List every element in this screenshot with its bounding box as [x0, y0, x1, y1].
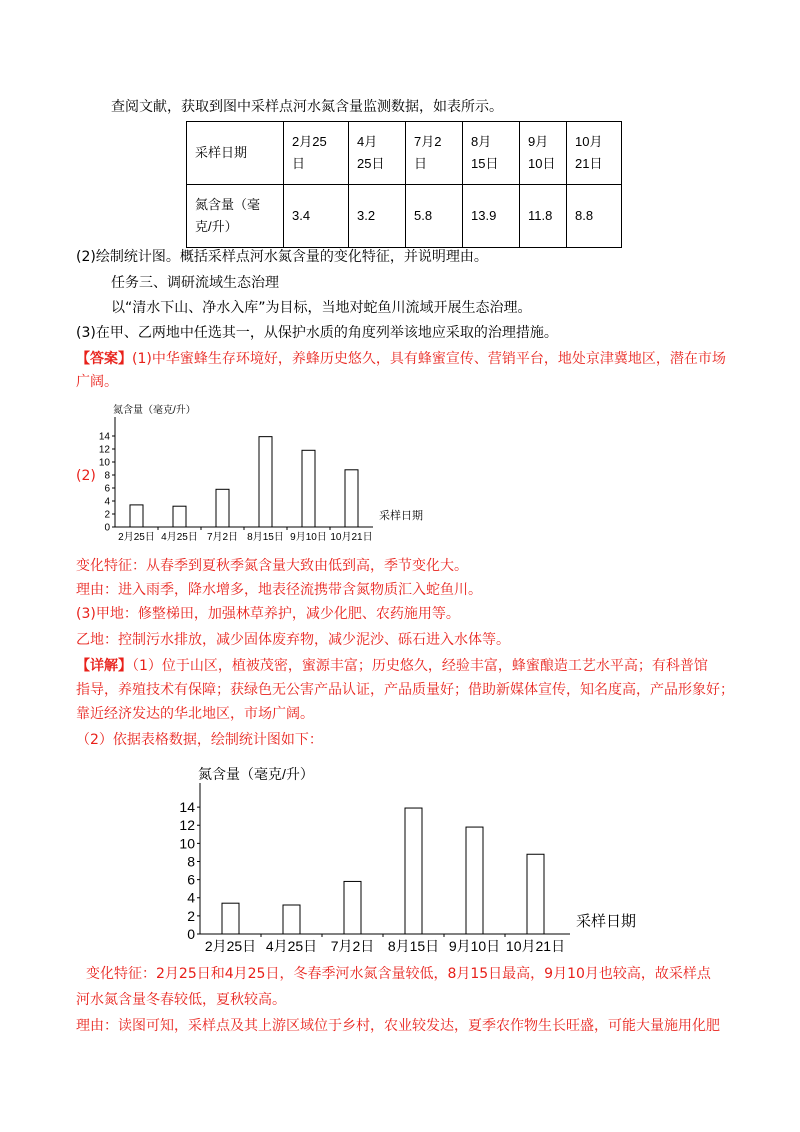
- bar: [405, 808, 422, 934]
- nitrogen-data-table: [186, 121, 622, 248]
- bar-chart-large: [165, 754, 637, 954]
- detail-1-line3: 靠近经济发达的华北地区，市场广阔。: [76, 706, 314, 722]
- question-3: (3)在甲、乙两地中任选其一，从保护水质的角度列举该地应采取的治理措施。: [76, 325, 558, 341]
- bar: [259, 437, 272, 527]
- answer-label: 【答案】: [76, 351, 132, 367]
- detail-1-line1: 【详解】（1）位于山区，植被茂密，蜜源丰富；历史悠久，经验丰富，蜂蜜酿造工艺水平高；有科普馆: [76, 658, 708, 674]
- table-date-cell: 2月25 日: [284, 122, 349, 185]
- detail-label: 【详解】: [76, 658, 132, 674]
- y-tick-label: 12: [179, 817, 195, 834]
- table-label-cell: 氮含量（毫 克/升）: [187, 185, 284, 248]
- y-tick-label: 4: [104, 496, 110, 508]
- detail-change-line1: 变化特征：2月25日和4月25日，冬春季河水氮含量较低，8月15日最高，9月10月也较高，故采样点: [86, 966, 711, 982]
- x-tick-label: 10月21日: [505, 938, 566, 954]
- question-2: (2)绘制统计图。概括采样点河水氮含量的变化特征，并说明理由。: [76, 249, 488, 265]
- bar: [216, 489, 229, 527]
- x-tick-label: 2月25日: [118, 532, 155, 543]
- y-tick-label: 0: [187, 925, 195, 942]
- y-axis-label: 氮含量（毫克/升）: [113, 405, 196, 416]
- bar: [345, 470, 358, 527]
- bar-chart-small: [95, 394, 425, 544]
- y-tick-label: 4: [187, 889, 195, 906]
- bar: [344, 881, 361, 934]
- table-value-cell: 11.8: [520, 185, 567, 248]
- y-tick-label: 12: [98, 444, 110, 456]
- y-tick-label: 14: [98, 431, 110, 443]
- y-tick-label: 6: [187, 871, 195, 888]
- bar: [466, 827, 483, 934]
- y-axis-label: 氮含量（毫克/升）: [198, 766, 314, 782]
- bar: [527, 854, 544, 934]
- x-tick-label: 4月25日: [265, 938, 318, 954]
- table-value-cell: 3.2: [349, 185, 406, 248]
- y-tick-label: 10: [98, 457, 110, 469]
- table-row: [187, 122, 622, 185]
- x-tick-label: 8月15日: [247, 532, 284, 543]
- x-tick-label: 7月2日: [206, 532, 239, 543]
- table-date-cell: 9月 10日: [520, 122, 567, 185]
- detail-1-line2: 指导，养殖技术有保障；获绿色无公害产品认证，产品质量好；借助新媒体宣传，知名度高，产品形象好；: [76, 682, 734, 698]
- answer-change: 变化特征：从春季到夏秋季氮含量大致由低到高，季节变化大。: [76, 558, 468, 574]
- y-tick-label: 6: [104, 483, 110, 495]
- task3-description: 以“清水下山、净水入库”为目标，当地对蛇鱼川流域开展生态治理。: [111, 300, 532, 316]
- table-date-cell: 7月2 日: [406, 122, 463, 185]
- task3-title: 任务三、调研流域生态治理: [111, 275, 279, 291]
- table-value-cell: 3.4: [284, 185, 349, 248]
- answer-3-yi: 乙地：控制污水排放，减少固体废弃物，减少泥沙、砾石进入水体等。: [76, 632, 510, 648]
- table-date-cell: 4月 25日: [349, 122, 406, 185]
- detail-2: （2）依据表格数据，绘制统计图如下：: [76, 732, 323, 748]
- detail-change-line2: 河水氮含量冬春较低，夏秋较高。: [76, 992, 286, 1008]
- bar: [173, 506, 186, 527]
- answer-3-jia: (3)甲地：修整梯田，加强林草养护，减少化肥、农药施用等。: [76, 606, 460, 622]
- table-value-cell: 13.9: [463, 185, 520, 248]
- answer-2-label: (2): [76, 468, 96, 484]
- bar: [302, 450, 315, 527]
- answer-1-line2: 广阔。: [76, 374, 118, 390]
- bar: [222, 903, 239, 934]
- table-header-cell: 采样日期: [187, 122, 284, 185]
- intro-text: 查阅文献，获取到图中采样点河水氮含量监测数据，如表所示。: [111, 99, 503, 115]
- x-axis-label: 采样日期: [379, 510, 423, 522]
- x-axis-label: 采样日期: [576, 913, 637, 930]
- y-tick-label: 2: [187, 907, 195, 924]
- table-date-cell: 10月 21日: [567, 122, 622, 185]
- table-row: [187, 185, 622, 248]
- y-tick-label: 8: [187, 853, 195, 870]
- x-tick-label: 4月25日: [161, 532, 198, 543]
- y-tick-label: 8: [104, 470, 110, 482]
- bar: [130, 505, 143, 527]
- table-value-cell: 8.8: [567, 185, 622, 248]
- y-tick-label: 2: [104, 509, 110, 521]
- table-value-cell: 5.8: [406, 185, 463, 248]
- x-tick-label: 8月15日: [387, 938, 440, 954]
- x-tick-label: 2月25日: [204, 938, 257, 954]
- y-tick-label: 14: [179, 799, 195, 816]
- x-tick-label: 7月2日: [330, 938, 375, 954]
- answer-reason: 理由：进入雨季，降水增多，地表径流携带含氮物质汇入蛇鱼川。: [76, 582, 482, 598]
- x-tick-label: 10月21日: [330, 532, 373, 543]
- y-tick-label: 10: [179, 835, 195, 852]
- x-tick-label: 9月10日: [448, 938, 501, 954]
- x-tick-label: 9月10日: [290, 532, 327, 543]
- y-tick-label: 0: [104, 522, 110, 534]
- answer-1-line1: 【答案】(1)中华蜜蜂生存环境好，养蜂历史悠久，具有蜂蜜宣传、营销平台，地处京津冀地区，潜在市场: [76, 351, 726, 367]
- detail-reason-line1: 理由：读图可知，采样点及其上游区域位于乡村，农业较发达，夏季农作物生长旺盛，可能大量施用化肥: [76, 1018, 720, 1034]
- bar: [283, 905, 300, 934]
- table-date-cell: 8月 15日: [463, 122, 520, 185]
